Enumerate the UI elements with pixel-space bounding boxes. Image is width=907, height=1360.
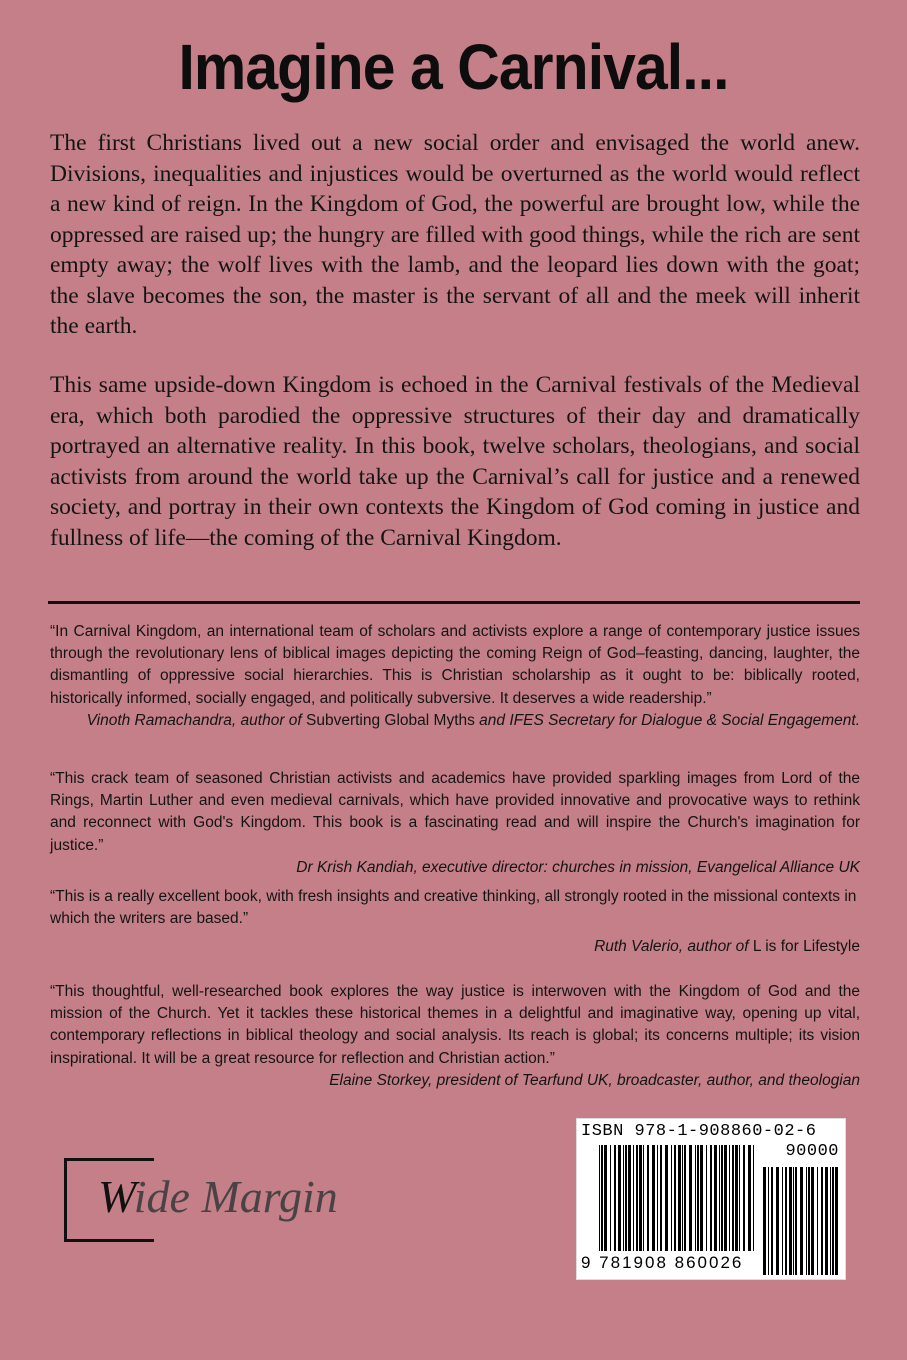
barcode-bar — [719, 1145, 720, 1251]
barcode-bar — [618, 1145, 621, 1251]
barcode-bar — [763, 1167, 766, 1275]
barcode-bar — [674, 1145, 676, 1251]
endorsement-attribution: Vinoth Ramachandra, author of Subverting Global Myths and IFES Secretary for Dialogue & Social Engagement. — [86, 711, 860, 729]
barcode-bar — [771, 1167, 773, 1275]
endorsement-4 — [50, 981, 860, 1092]
barcode-bar — [633, 1145, 634, 1251]
barcode-bar — [729, 1145, 730, 1251]
barcode-bar — [671, 1145, 672, 1251]
isbn-label: ISBN 978-1-908860-02-6 — [581, 1122, 817, 1141]
barcode-bar — [623, 1145, 624, 1251]
blurb-paragraph-2: This same upside-down Kingdom is echoed in the Carnival festivals of the Medieval era, which both parodied the oppressive structures of their day and dramatically portrayed an alternative reality. In this book, twelve scholars, theologians, and social activists from around the world take up the Carnival’s call for justice and a renewed society, and portray in their own contexts the Kingdom of God coming in justice and fullness of life—the coming of the Carnival Kingdom. — [50, 372, 860, 551]
barcode-bar — [657, 1145, 658, 1251]
endorsement-attribution: Dr Krish Kandiah, executive director: churches in mission, Evangelical Alliance UK — [296, 858, 860, 876]
barcode-bar — [817, 1167, 818, 1275]
barcode-bar — [832, 1167, 834, 1275]
barcode-bar — [610, 1145, 611, 1251]
endorsement-1 — [50, 621, 860, 732]
barcode-bar — [806, 1167, 807, 1275]
barcode-bar — [795, 1167, 797, 1275]
endorsement-attribution: Elaine Storkey, president of Tearfund UK, broadcaster, author, and theologian — [329, 1071, 860, 1089]
endorsement-3 — [50, 886, 860, 959]
endorsement-text: “This is a really excellent book, with fresh insights and creative thinking, all strongly rooted in the missional contexts in which the writers are based.” — [50, 888, 857, 928]
barcode-bar — [706, 1145, 707, 1251]
barcode-bar — [830, 1167, 831, 1275]
barcode-bar — [643, 1145, 644, 1251]
barcode-bar — [753, 1145, 754, 1251]
isbn-barcode — [576, 1118, 846, 1280]
barcode-bar — [639, 1145, 642, 1251]
barcode-bar — [776, 1167, 779, 1275]
barcode-bar — [601, 1145, 603, 1251]
barcode-bar — [735, 1145, 738, 1251]
barcode-bar — [684, 1145, 686, 1251]
barcode-bar — [825, 1167, 828, 1275]
barcode-bar — [808, 1167, 810, 1275]
barcode-bar — [625, 1145, 627, 1251]
barcode-bar — [697, 1145, 699, 1251]
barcode-bar — [732, 1145, 734, 1251]
barcode-bar — [665, 1145, 668, 1251]
endorsement-attribution: Ruth Valerio, author of L is for Lifestyle — [594, 938, 860, 956]
barcode-bar — [789, 1167, 792, 1275]
barcode-bar — [721, 1145, 723, 1251]
barcode-bar — [714, 1145, 717, 1251]
barcode-bar — [682, 1145, 683, 1251]
barcode-bar — [604, 1145, 607, 1251]
barcode-bar — [695, 1145, 696, 1251]
book-title: Imagine a Carnival... — [178, 31, 729, 103]
barcode-bar — [748, 1145, 751, 1251]
barcode-bar — [599, 1145, 600, 1251]
barcode-bar — [821, 1167, 823, 1275]
barcode-bar — [700, 1145, 703, 1251]
barcode-bar — [660, 1145, 662, 1251]
barcode-bar — [710, 1145, 712, 1251]
endorsement-text: “This thoughtful, well-researched book explores the way justice is interwoven with the Kingdom of God and the mission of the Church. Yet it tackles these historical themes in a delightful and imaginative way, opening up vital, contemporary reflections in biblical theology and social analysis. Its reach is global; its concerns multiple; its vision inspirational. It will be a great resource for reflection and Christian action.” — [50, 983, 860, 1067]
barcode-bar — [628, 1145, 631, 1251]
barcode-bar — [835, 1167, 838, 1275]
barcode-bar — [800, 1167, 803, 1275]
barcode-bar — [785, 1167, 787, 1275]
barcode-bar — [782, 1167, 783, 1275]
isbn-digits: 9 781908 860026 — [581, 1253, 744, 1272]
barcode-bar — [768, 1167, 769, 1275]
barcode-bar — [739, 1145, 740, 1251]
endorsement-2 — [50, 768, 860, 879]
barcode-bar — [689, 1145, 692, 1251]
price-code: 90000 — [785, 1142, 839, 1161]
endorsement-text: “This crack team of seasoned Christian activists and academics have provided sparkling images from Lord of the Rings, Martin Luther and even medieval carnivals, which have provided innovative and provocative ways to rethink and reconnect with God's Kingdom. This book is a fascinating read and will inspire the Church's imagination for justice.” — [50, 770, 860, 854]
barcode-bar — [647, 1145, 649, 1251]
blurb-paragraph-1: The first Christians lived out a new social order and envisaged the world anew. Divisions, inequalities and injustices would be overturned as the world would reflect a new kind of reign. In the Kingdom of God, the powerful are brought low, while the oppressed are raised up; the hungry are filled with good things, while the rich are sent empty away; the wolf lives with the lamb, and the leopard lies down with the goat; the slave becomes the son, the master is the servant of all and the meek will inherit the earth. — [50, 130, 860, 339]
divider — [48, 601, 860, 604]
barcode-bar — [652, 1145, 655, 1251]
barcode-bar — [793, 1167, 794, 1275]
barcode-bar — [636, 1145, 638, 1251]
barcode-bar — [614, 1145, 616, 1251]
publisher-logo: Wide Margin — [64, 1158, 364, 1242]
barcode-bar — [724, 1145, 727, 1251]
barcode-bar — [678, 1145, 681, 1251]
barcode-bar — [743, 1145, 745, 1251]
endorsement-text: “In Carnival Kingdom, an international team of scholars and activists explore a range of contemporary justice issues through the revolutionary lens of biblical images depicting the coming Reign of God–feasting, dancing, laughter, the dismantling of oppressive social hierarchies. This is Christian scholarship as it ought to be: biblically rooted, historically informed, socially engaged, and politically subversive. It deserves a wide readership.” — [50, 623, 860, 707]
barcode-bar — [811, 1167, 814, 1275]
